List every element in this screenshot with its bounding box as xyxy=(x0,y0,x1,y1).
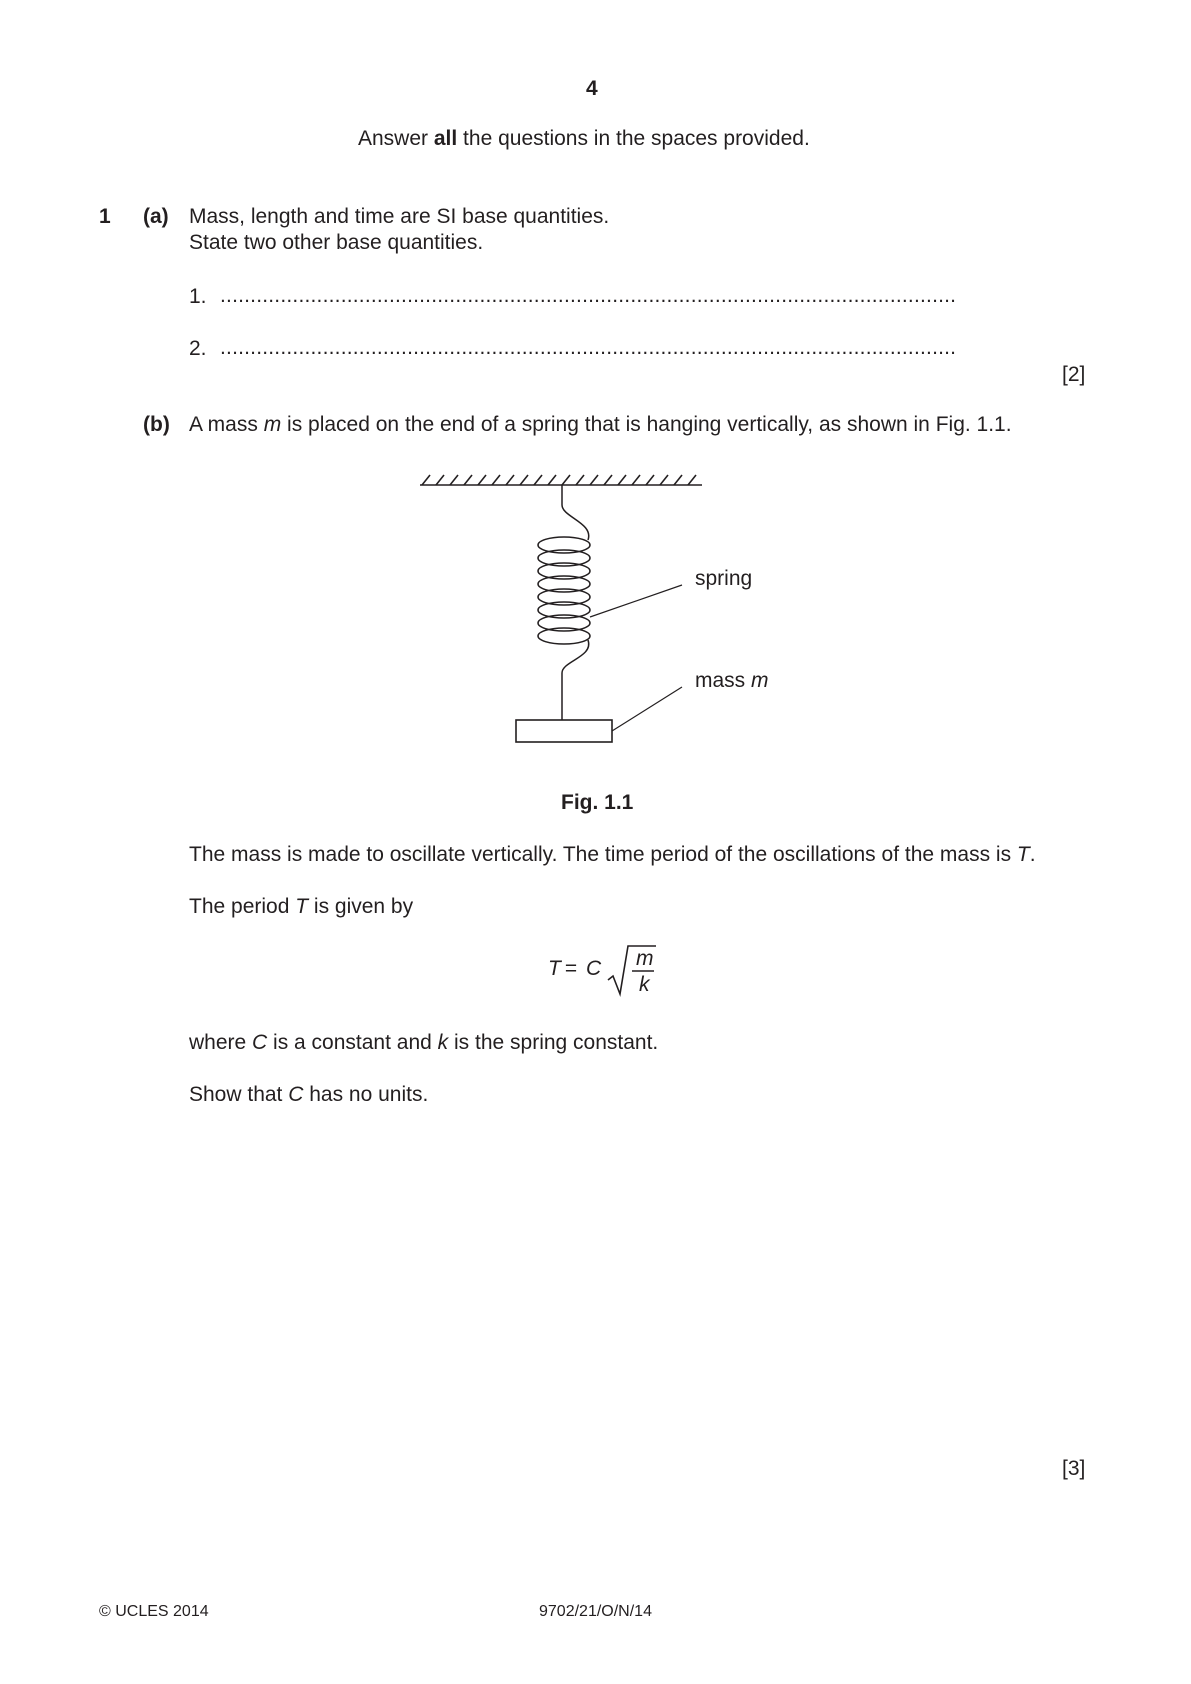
formula-denominator: k xyxy=(639,973,650,996)
spring-constant-symbol: k xyxy=(437,1031,449,1054)
instructions-text: Answer xyxy=(358,127,434,150)
formula-numerator: m xyxy=(636,947,654,970)
period-symbol: T xyxy=(1016,843,1030,866)
part-b-intro-text-end: is placed on the end of a spring that is hanging vertically, as shown in Fig. 1.1. xyxy=(281,413,1012,436)
mass-symbol: m xyxy=(263,413,282,436)
constant-symbol-2: C xyxy=(288,1083,304,1106)
where-text-3: is the spring constant. xyxy=(448,1031,659,1054)
mass-label xyxy=(695,668,769,694)
answer-space[interactable] xyxy=(189,1120,1049,1440)
part-a-line-2: State two other base quantities. xyxy=(189,231,484,254)
mass-block xyxy=(516,720,612,742)
answer-2-label: 2. xyxy=(189,337,207,360)
instructions-emphasis: all xyxy=(433,127,458,150)
ceiling-hatching xyxy=(422,475,696,485)
mass-leader-line xyxy=(612,687,682,731)
instructions-text-end: the questions in the spaces provided. xyxy=(457,127,810,150)
where-text xyxy=(189,1030,658,1056)
formula-equals: = xyxy=(559,957,583,980)
mass-label-text: mass xyxy=(695,669,752,692)
answer-1-line[interactable]: .......................................................................................................................... xyxy=(220,284,957,307)
oscillation-text xyxy=(189,842,1036,868)
paper-code: 9702/21/O/N/14 xyxy=(539,1603,652,1620)
part-a-label: (a) xyxy=(143,205,169,228)
formula-T: T xyxy=(548,957,561,980)
formula-C: C xyxy=(586,957,602,980)
question-number: 1 xyxy=(99,205,111,228)
constant-symbol: C xyxy=(252,1031,268,1054)
part-b-label: (b) xyxy=(143,413,170,436)
spring-leader-line xyxy=(590,585,682,617)
period-symbol-2: T xyxy=(295,895,309,918)
ceiling-support xyxy=(420,475,702,485)
page-number: 4 xyxy=(586,77,598,100)
show-text-1: Show that xyxy=(189,1083,289,1106)
part-b-intro-text: A mass xyxy=(189,413,264,436)
spring xyxy=(538,485,590,720)
show-text-2: has no units. xyxy=(303,1083,429,1106)
mass-label-symbol: m xyxy=(751,669,769,692)
answer-1-label: 1. xyxy=(189,285,207,308)
part-b-intro xyxy=(189,412,1012,438)
period-formula xyxy=(548,942,668,1002)
figure-caption: Fig. 1.1 xyxy=(561,791,634,814)
part-a-marks: [2] xyxy=(1062,363,1086,386)
spring-label: spring xyxy=(695,567,753,590)
where-text-1: where xyxy=(189,1031,253,1054)
part-a-line-1: Mass, length and time are SI base quantities. xyxy=(189,205,610,228)
oscillation-text-body: The mass is made to oscillate vertically. The time period of the oscillations of the mass is xyxy=(189,843,1017,866)
spring-mass-figure xyxy=(400,465,800,755)
period-text-end: is given by xyxy=(308,895,414,918)
period-text-body: The period xyxy=(189,895,296,918)
copyright: © UCLES 2014 xyxy=(99,1603,209,1620)
where-text-2: is a constant and xyxy=(267,1031,438,1054)
instructions xyxy=(358,126,810,152)
oscillation-text-end: . xyxy=(1029,843,1036,866)
show-text xyxy=(189,1082,428,1108)
part-b-marks: [3] xyxy=(1062,1457,1086,1480)
period-text xyxy=(189,894,413,920)
answer-2-line[interactable]: .......................................................................................................................... xyxy=(220,336,957,359)
